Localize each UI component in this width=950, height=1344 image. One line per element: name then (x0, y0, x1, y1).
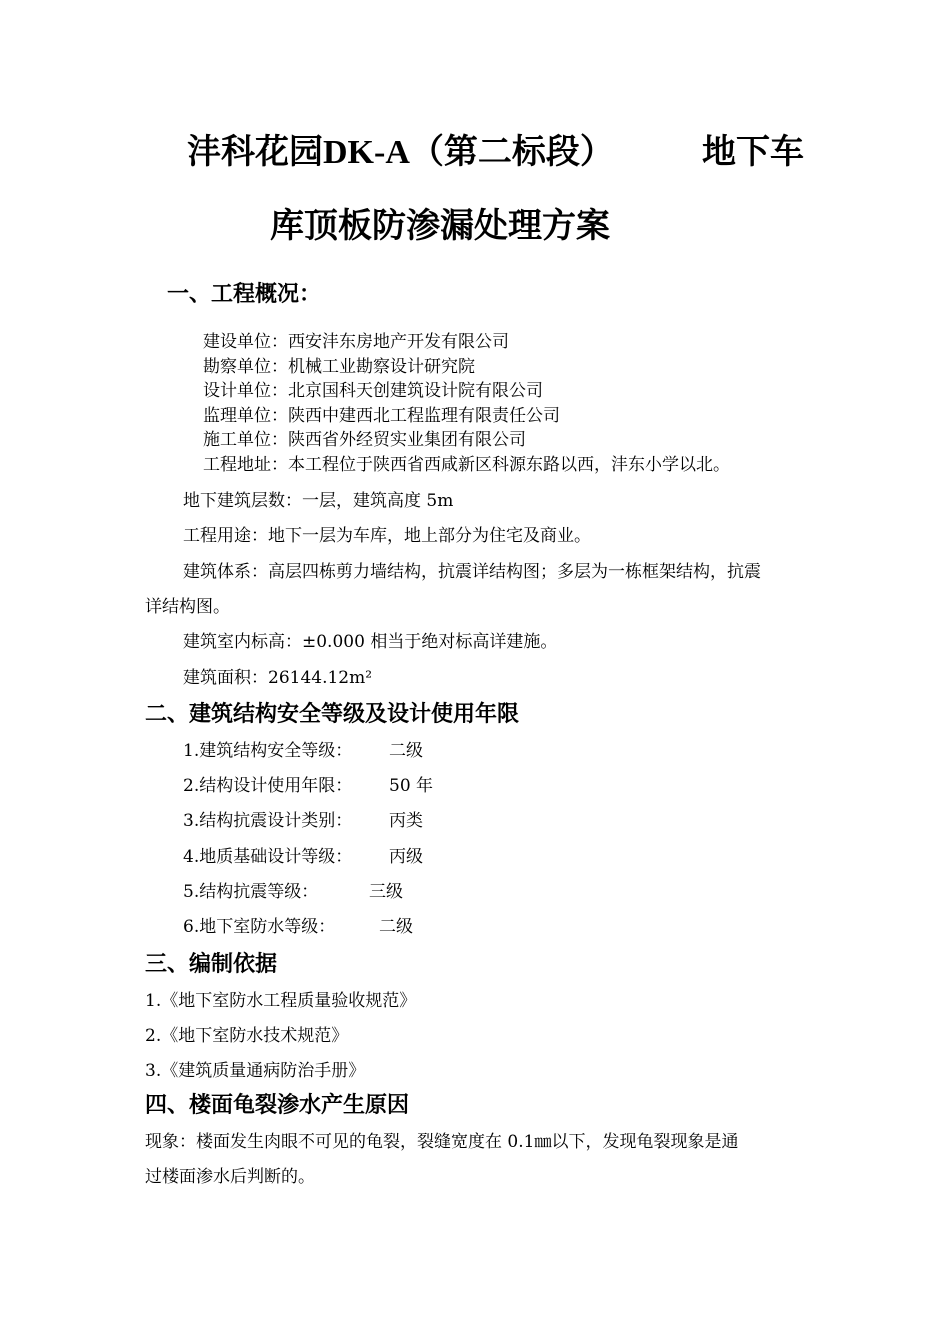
basis-item: 3.《建筑质量通病防治手册》 (145, 1061, 366, 1081)
grade-item-value: 丙级 (389, 847, 423, 867)
grade-item-label: 6.地下室防水等级： (183, 917, 336, 937)
info-line-owner: 建设单位：西安沣东房地产开发有限公司 (203, 332, 509, 352)
info-system-line2: 详结构图。 (145, 597, 230, 617)
document-title-line1 (187, 132, 614, 173)
grade-item-label: 2.结构设计使用年限： (183, 776, 353, 796)
crack-phenomenon-line1: 现象：楼面发生肉眼不可见的龟裂，裂缝宽度在 0.1㎜以下，发现龟裂现象是通 (145, 1132, 739, 1152)
info-line-survey: 勘察单位：机械工业勘察设计研究院 (203, 357, 475, 377)
grade-item-value: 二级 (379, 917, 413, 937)
grade-item-label: 4.地质基础设计等级： (183, 847, 353, 867)
grade-item-value: 二级 (389, 741, 423, 761)
document-title-line1-end: 地下车 (702, 132, 804, 172)
info-line-construction: 施工单位：陕西省外经贸实业集团有限公司 (203, 430, 526, 450)
section-heading-overview: 一、工程概况： (167, 282, 322, 307)
info-line-design: 设计单位：北京国科天创建筑设计院有限公司 (203, 381, 543, 401)
basis-item: 2.《地下室防水技术规范》 (145, 1026, 349, 1046)
title-code: DK-A (323, 134, 410, 171)
info-system-line1: 建筑体系：高层四栋剪力墙结构，抗震详结构图；多层为一栋框架结构，抗震 (183, 562, 761, 582)
section-heading-crack-cause: 四、楼面龟裂渗水产生原因 (145, 1093, 410, 1118)
section-heading-safety-grade: 二、建筑结构安全等级及设计使用年限 (145, 702, 520, 727)
grade-item-label: 3.结构抗震设计类别： (183, 811, 353, 831)
grade-item-label: 1.建筑结构安全等级： (183, 741, 353, 761)
grade-item-value: 三级 (369, 882, 403, 902)
section-heading-basis: 三、编制依据 (145, 952, 278, 977)
title-name: 沣科花园 (187, 132, 323, 172)
grade-item-value: 丙类 (389, 811, 423, 831)
info-area: 建筑面积：26144.12m² (183, 668, 373, 688)
title-section: （第二标段） (409, 132, 614, 172)
grade-item-value: 50 年 (389, 776, 434, 796)
crack-phenomenon-line2: 过楼面渗水后判断的。 (145, 1167, 315, 1187)
info-usage: 工程用途：地下一层为车库，地上部分为住宅及商业。 (183, 526, 591, 546)
info-line-address: 工程地址：本工程位于陕西省西咸新区科源东路以西，沣东小学以北。 (203, 455, 730, 475)
document-title-line2: 库顶板防渗漏处理方案 (270, 206, 610, 246)
grade-item-label: 5.结构抗震等级： (183, 882, 319, 902)
info-line-supervision: 监理单位：陕西中建西北工程监理有限责任公司 (203, 406, 560, 426)
basis-item: 1.《地下室防水工程质量验收规范》 (145, 991, 417, 1011)
info-floors: 地下建筑层数：一层，建筑高度 5m (183, 491, 454, 511)
info-elevation: 建筑室内标高：±0.000 相当于绝对标高详建施。 (183, 632, 558, 652)
